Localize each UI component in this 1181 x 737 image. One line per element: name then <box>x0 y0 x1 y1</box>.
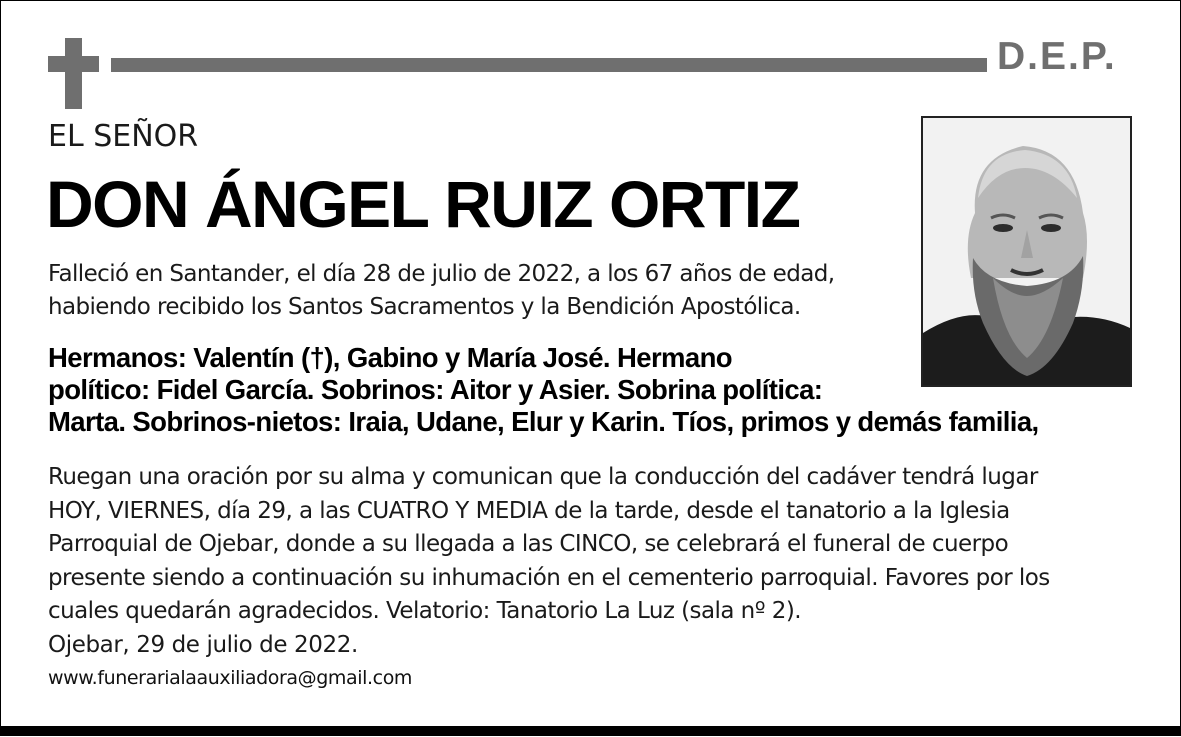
family-line: político: Fidel García. Sobrinos: Aitor y Asier. Sobrina política: <box>48 374 823 405</box>
family-line: Marta. Sobrinos-nietos: Iraia, Udane, Elur y Karin. Tíos, primos y demás familia, <box>48 406 1039 437</box>
funeral-line: Parroquial de Ojebar, donde a su llegada a las CINCO, se celebrará el funeral de cuerpo <box>48 531 1009 557</box>
deceased-name: DON ÁNGEL RUIZ ORTIZ <box>46 167 800 241</box>
header-rule <box>111 58 987 72</box>
honorific-label: EL SEÑOR <box>48 119 199 154</box>
family-list <box>48 342 1138 438</box>
death-line: Falleció en Santander, el día 28 de julio de 2022, a los 67 años de edad, <box>48 261 835 287</box>
dep-label: D.E.P. <box>997 35 1117 78</box>
funeral-line: Ruegan una oración por su alma y comunican que la conducción del cadáver tendrá lugar <box>48 464 1038 490</box>
death-line: habiendo recibido los Santos Sacramentos y la Bendición Apostólica. <box>48 294 801 320</box>
death-announcement <box>48 258 908 324</box>
funeral-line: presente siendo a continuación su inhumación en el cementerio parroquial. Favores por los <box>48 564 1050 591</box>
email-address: www.funerarialaauxiliadora@gmail.com <box>48 667 413 689</box>
bottom-rule <box>1 726 1180 736</box>
family-line: Hermanos: Valentín (†), Gabino y María José. Hermano <box>48 342 733 373</box>
funeral-details <box>48 461 1148 629</box>
place-date: Ojebar, 29 de julio de 2022. <box>48 632 358 658</box>
funeral-line: HOY, VIERNES, día 29, a las CUATRO Y MEDIA de la tarde, desde el tanatorio a la Iglesia <box>48 497 1010 524</box>
cross-icon <box>65 38 82 109</box>
cross-icon-arm <box>48 56 99 72</box>
funeral-line: cuales quedarán agradecidos. Velatorio: Tanatorio La Luz (sala nº 2). <box>48 598 802 624</box>
